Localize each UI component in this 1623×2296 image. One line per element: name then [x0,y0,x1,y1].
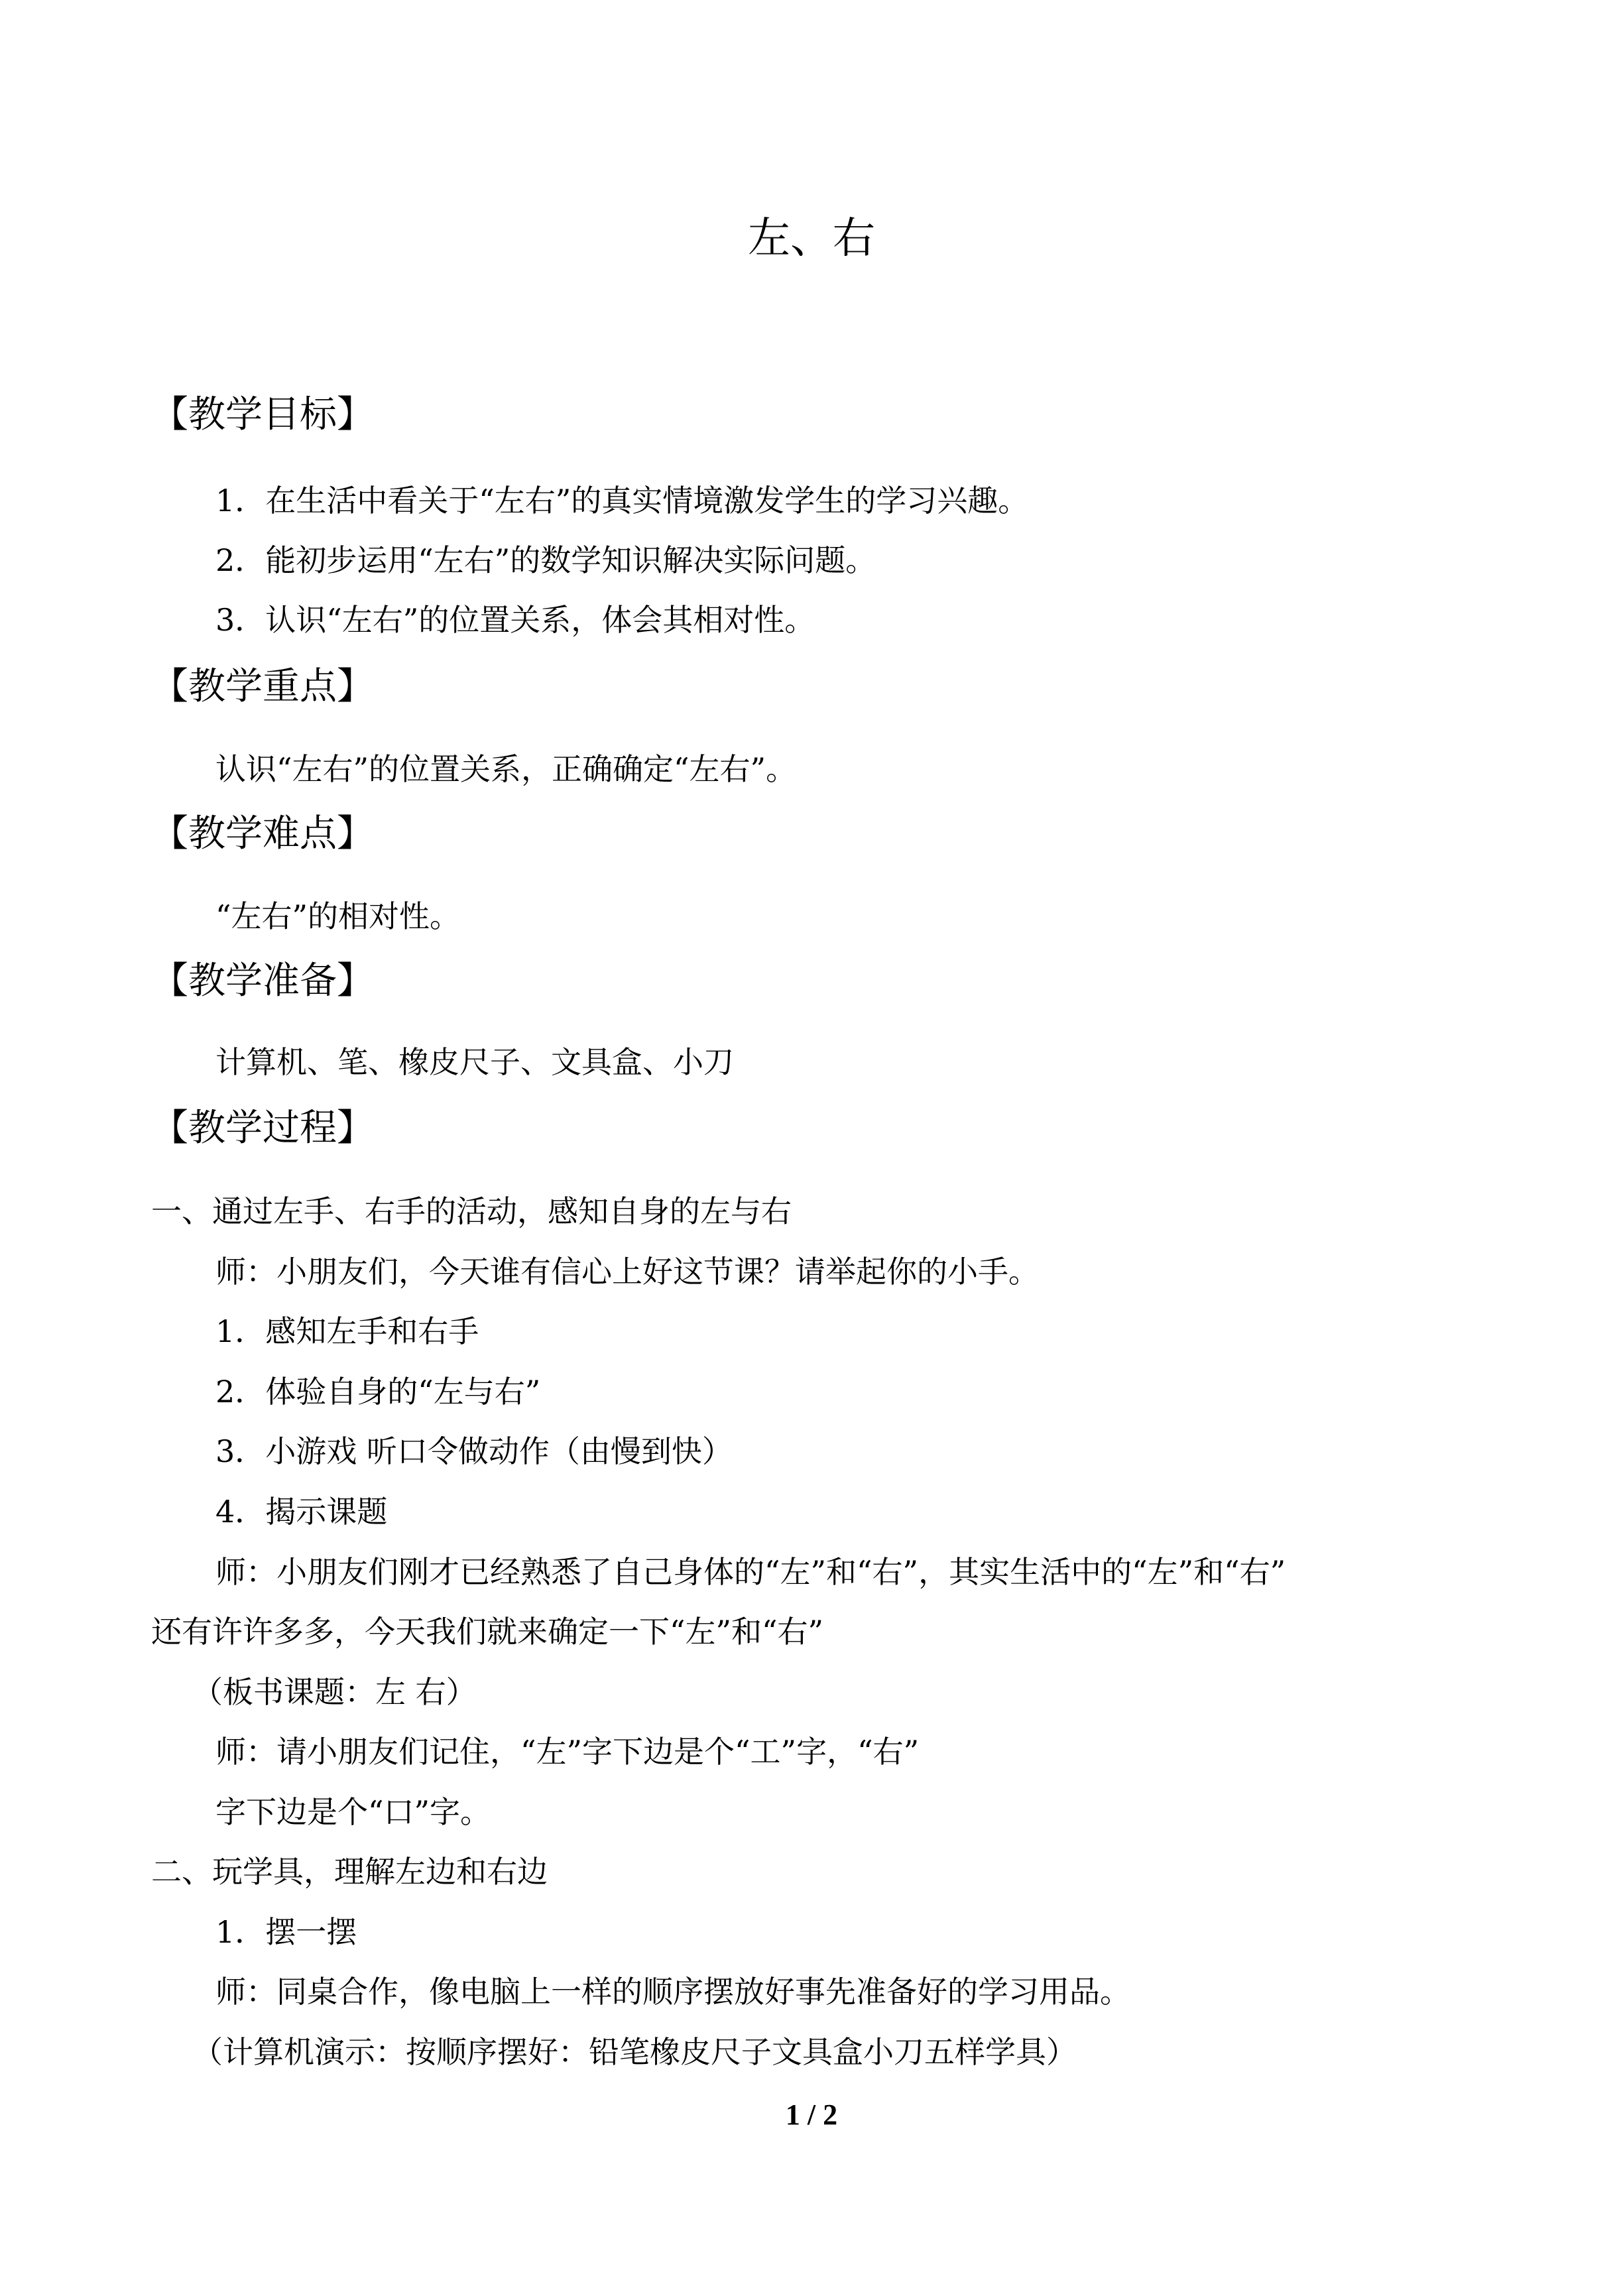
process-line: 1．感知左手和右手 [215,1313,479,1349]
process-line: 师：同桌合作，像电脑上一样的顺序摆放好事先准备好的学习用品。 [215,1974,1130,2010]
heading-preparation: 【教学准备】 [151,959,374,1002]
process-line: 师：小朋友们，今天谁有信心上好这节课？请举起你的小手。 [215,1254,1039,1290]
process-part1-title: 一、通过左手、右手的活动，感知自身的左与右 [151,1193,792,1229]
goal-item: 2．能初步运用“左右”的数学知识解决实际问题。 [215,542,876,578]
process-line: 1．摆一摆 [215,1914,357,1950]
process-line: 还有许许多多，今天我们就来确定一下“左”和“右” [151,1614,824,1650]
page-number: 1 / 2 [785,2098,838,2131]
process-line: （板书课题：左 右） [192,1674,477,1710]
process-line: 3．小游戏 听口令做动作（由慢到快） [215,1433,733,1469]
process-line: 师：小朋友们刚才已经熟悉了自己身体的“左”和“右”，其实生活中的“左”和“右” [215,1554,1286,1590]
page-title: 左、右 [748,214,875,263]
process-part2-title: 二、玩学具，理解左边和右边 [151,1854,548,1890]
heading-teaching-goals: 【教学目标】 [151,393,374,436]
difficulties-text: “左右”的相对性。 [215,898,461,934]
goal-item: 1．在生活中看关于“左右”的真实情境激发学生的学习兴趣。 [215,483,1029,518]
process-line: 4．揭示课题 [215,1494,388,1530]
heading-process: 【教学过程】 [151,1107,374,1150]
process-line: 2．体验自身的“左与右” [215,1374,541,1410]
goal-item: 3．认识“左右”的位置关系，体会其相对性。 [215,602,815,638]
key-points-text: 认识“左右”的位置关系，正确确定“左右”。 [215,751,797,787]
process-line: 师：请小朋友们记住，“左”字下边是个“工”字，“右” [215,1734,920,1770]
heading-difficulties: 【教学难点】 [151,812,374,855]
process-line: （计算机演示：按顺序摆好：铅笔橡皮尺子文具盒小刀五样学具） [192,2034,1077,2070]
heading-key-points: 【教学重点】 [151,665,374,708]
process-line: 字下边是个“口”字。 [215,1794,491,1830]
preparation-text: 计算机、笔、橡皮尺子、文具盒、小刀 [215,1044,734,1080]
